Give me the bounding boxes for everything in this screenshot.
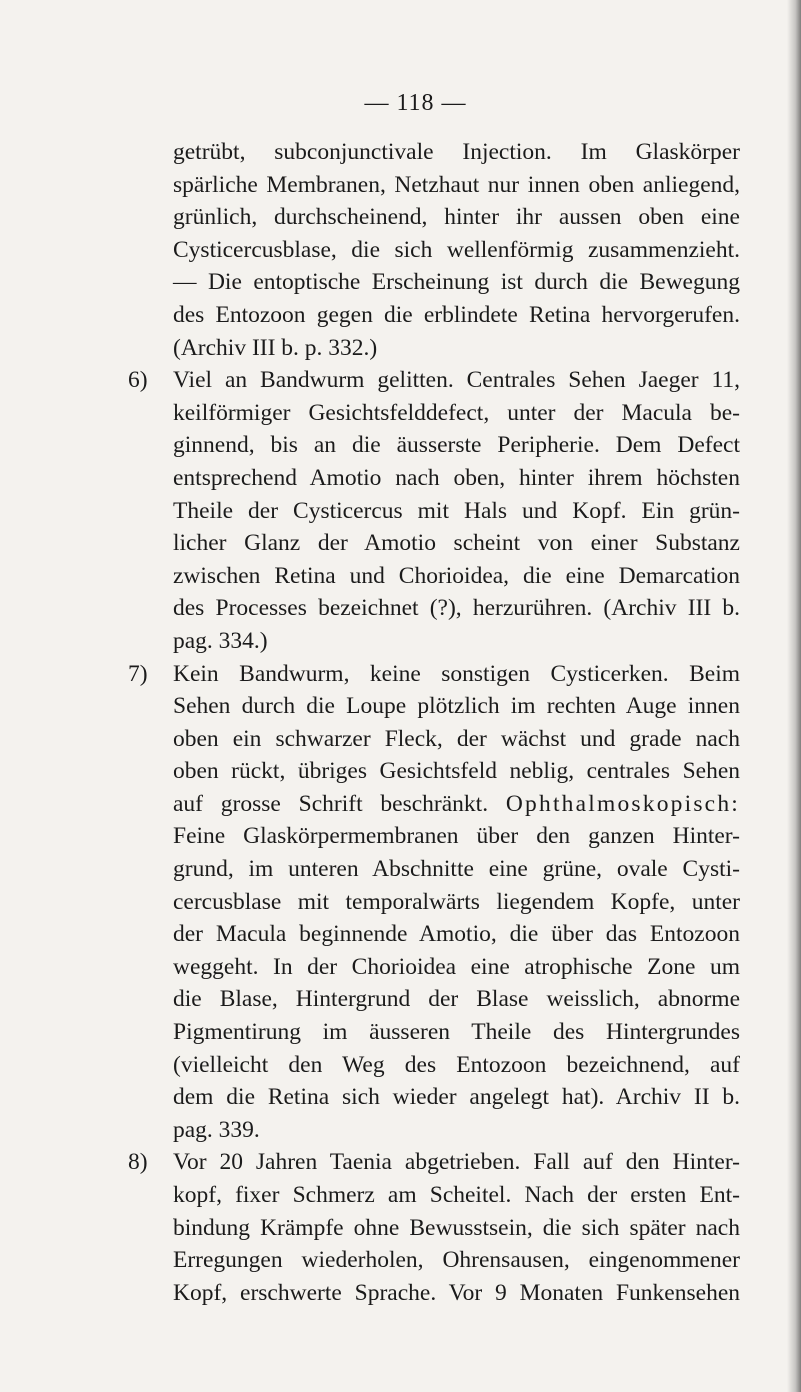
text-line: Feine Glaskörpermembranen über den ganzen Hinter- bbox=[173, 823, 740, 850]
text-line: (vielleicht den Weg des Entozoon bezeichnend, auf bbox=[173, 1051, 740, 1078]
text-line: (Archiv III b. p. 332.) bbox=[173, 334, 378, 361]
text-line: die Blase, Hintergrund der Blase weisslich, abnorme bbox=[173, 986, 740, 1013]
case-8-first-line bbox=[128, 1146, 740, 1179]
case-7-first-line bbox=[128, 658, 740, 691]
text-line: pag. 339. bbox=[173, 1116, 260, 1143]
case-6-first-line bbox=[128, 364, 740, 397]
text-line: oben ein schwarzer Fleck, der wächst und grade nach bbox=[173, 725, 740, 752]
text-line: Pigmentirung im äusseren Theile des Hintergrundes bbox=[173, 1019, 740, 1046]
text-line: weggeht. In der Chorioidea eine atrophische Zone um bbox=[173, 953, 740, 980]
text-line: Viel an Bandwurm gelitten. Centrales Sehen Jaeger 11, bbox=[173, 367, 740, 394]
page-number: — 118 — bbox=[364, 90, 467, 116]
text-line: keilförmiger Gesichtsfelddefect, unter der Macula be- bbox=[173, 399, 740, 426]
text-line: des Entozoon gegen die erblindete Retina hervorgerufen. bbox=[173, 301, 740, 328]
text-line: getrübt, subconjunctivale Injection. Im Glaskörper bbox=[173, 139, 740, 165]
body-text bbox=[128, 136, 740, 1309]
text-line: cercusblase mit temporalwärts liegendem Kopfe, unter bbox=[173, 888, 740, 915]
text-line: Sehen durch die Loupe plötzlich im rechten Auge innen bbox=[173, 693, 740, 720]
text-line: kopf, fixer Schmerz am Scheitel. Nach der ersten Ent- bbox=[173, 1182, 740, 1208]
text-line-with-spaced-word bbox=[128, 788, 740, 821]
text-line: zwischen Retina und Chorioidea, die eine Demarcation bbox=[173, 562, 740, 589]
text-line: pag. 334.) bbox=[173, 627, 268, 654]
text-line: Kein Bandwurm, keine sonstigen Cysticerken. Beim bbox=[173, 660, 740, 687]
text-line: Erregungen wiederholen, Ohrensausen, eingenommener bbox=[173, 1247, 740, 1274]
text-segment: auf grosse Schrift beschränkt. bbox=[173, 790, 489, 817]
text-line: Cysticercusblase, die sich wellenförmig zusammenzieht. bbox=[173, 236, 740, 263]
text-line: Kopf, erschwerte Sprache. Vor 9 Monaten Funkensehen bbox=[173, 1279, 740, 1306]
text-line: grünlich, durchscheinend, hinter ihr aussen oben eine bbox=[173, 204, 740, 231]
text-line: grund, im unteren Abschnitte eine grüne, ovale Cysti- bbox=[173, 856, 740, 883]
text-line: licher Glanz der Amotio scheint von einer Substanz bbox=[173, 530, 740, 557]
text-line: des Processes bezeichnet (?), herzurühren. (Archiv III b. bbox=[173, 595, 740, 622]
text-line: oben rückt, übriges Gesichtsfeld neblig, centrales Sehen bbox=[173, 758, 740, 785]
text-line: ginnend, bis an die äusserste Peripherie. Dem Defect bbox=[173, 432, 740, 459]
text-line: bindung Krämpfe ohne Bewusstsein, die sich später nach bbox=[173, 1214, 740, 1241]
text-line: — Die entoptische Erscheinung ist durch die Bewegung bbox=[173, 269, 740, 296]
text-line: Vor 20 Jahren Taenia abgetrieben. Fall auf den Hinter- bbox=[173, 1149, 740, 1176]
text-line: entsprechend Amotio nach oben, hinter ihrem höchsten bbox=[173, 464, 740, 491]
text-line: spärliche Membranen, Netzhaut nur innen oben anliegend, bbox=[173, 171, 740, 198]
page-edge-shadow bbox=[787, 0, 801, 1392]
text-line: dem die Retina sich wieder angelegt hat). Archiv II b. bbox=[173, 1084, 740, 1111]
text-line: der Macula beginnende Amotio, die über das Entozoon bbox=[173, 921, 740, 948]
ophthalmoskopisch-heading: Ophthalmoskopisch: bbox=[505, 790, 740, 817]
case-8-label: 8) bbox=[128, 1149, 148, 1176]
text-line: Theile der Cysticercus mit Hals und Kopf. Ein grün- bbox=[173, 497, 740, 524]
case-6-label: 6) bbox=[128, 367, 148, 394]
case-7-label: 7) bbox=[128, 660, 148, 687]
